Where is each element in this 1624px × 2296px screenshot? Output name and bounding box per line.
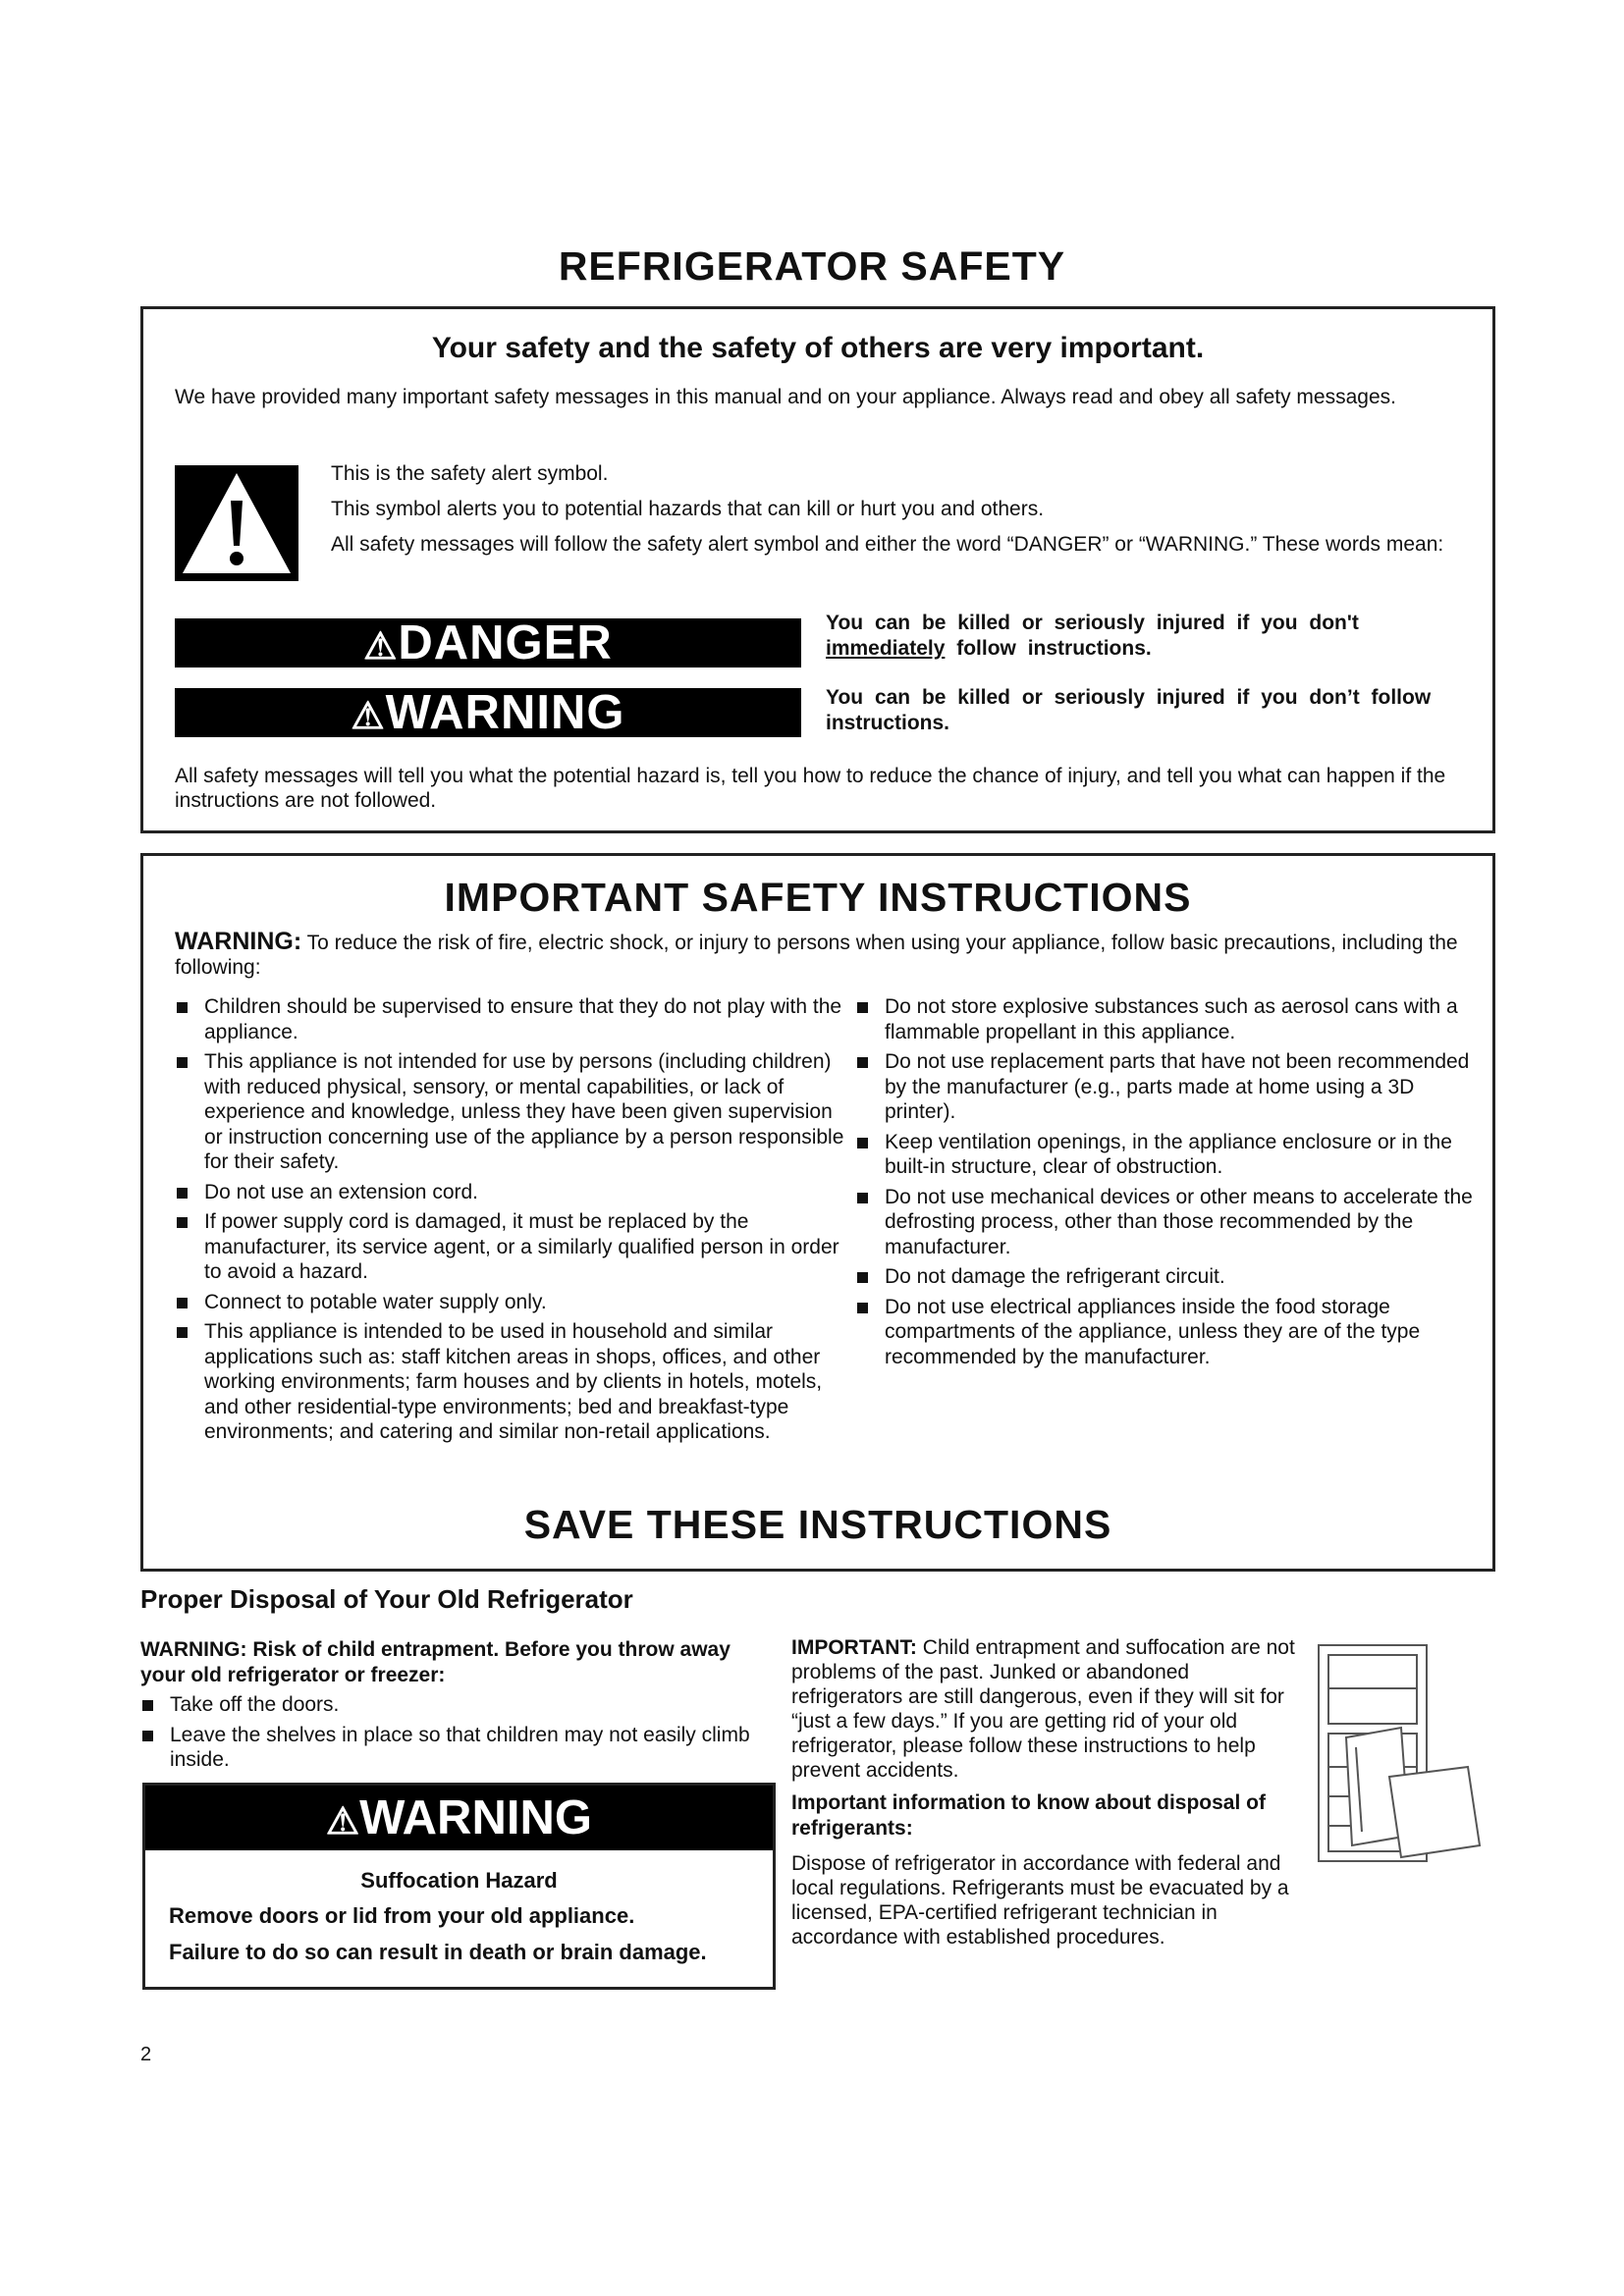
disposal-warning-intro: WARNING: Risk of child entrapment. Before you throw away your old refrigerator or freezer: [140,1638,731,1686]
suffocation-warning-bar [145,1786,773,1850]
important-label: IMPORTANT: [791,1636,917,1659]
safety-heading-wrap [140,332,1495,365]
page-title: REFRIGERATOR SAFETY [558,243,1066,289]
safety-heading: Your safety and the safety of others are very important. [431,332,1205,364]
instructions-heading: IMPORTANT SAFETY INSTRUCTIONS [444,875,1192,920]
warning-description: You can be killed or seriously injured if you don’t follow instructions. [826,686,1432,734]
list-item: Do not store explosive substances such as aerosol cans with a flammable propellant in this appliance. [855,994,1489,1044]
list-item: Do not use mechanical devices or other means to accelerate the defrosting process, other than those recommended by the manufacturer. [855,1185,1489,1260]
instructions-heading-wrap [140,875,1495,921]
danger-text-pre: You can be killed or seriously injured if you don't [826,612,1359,634]
page-number: 2 [140,2044,152,2065]
instructions-left-column [175,994,852,1450]
symbol-line-1: This is the safety alert symbol. [331,462,609,485]
suffocation-hazard-title: Suffocation Hazard [360,1868,558,1893]
symbol-line-2: This symbol alerts you to potential hazards that can kill or hurt you and others. [331,498,1045,520]
danger-label: DANGER [398,616,613,669]
disposal-steps [140,1692,779,1778]
alert-triangle-icon: ⚠ [326,1801,360,1842]
suffocation-line-2: Failure to do so can result in death or brain damage. [169,1940,707,1964]
suffocation-warning-box [142,1783,776,1990]
suffocation-line-1: Remove doors or lid from your old appliance. [169,1903,635,1928]
disposal-heading: Proper Disposal of Your Old Refrigerator [140,1584,633,1614]
list-item: This appliance is not intended for use by persons (including children) with reduced physical, sensory, or mental capabilities, or lack of experience and knowledge, unless they have been given supervision or instruction concerning use of the appliance by a person responsible for their safety. [175,1049,852,1175]
list-item: If power supply cord is damaged, it must be replaced by the manufacturer, its service agent, or a similarly qualified person in order to avoid a hazard. [175,1209,852,1285]
important-paragraph [791,1635,1302,1783]
danger-text-underlined: immediately [826,637,946,660]
alert-triangle-icon: ⚠ [363,626,399,667]
instructions-warning-label: WARNING: [175,928,302,955]
list-item: Take off the doors. [140,1692,779,1718]
list-item: Leave the shelves in place so that children may not easily climb inside. [140,1723,779,1773]
safety-alert-triangle-icon [175,465,298,581]
alert-triangle-icon: ⚠ [351,696,386,737]
warning-signal-bar [175,688,801,737]
list-item: Do not use an extension cord. [175,1180,852,1205]
safety-footer: All safety messages will tell you what the potential hazard is, tell you how to reduce the chance of injury, and tell you what can happen if the instructions are not followed. [175,765,1446,812]
list-item: Do not use replacement parts that have not been recommended by the manufacturer (e.g., parts made at home using a 3D printer). [855,1049,1489,1125]
instructions-warning-text: To reduce the risk of fire, electric shock, or injury to persons when using your appliance, follow basic precautions, including the following: [175,932,1458,979]
instructions-warning [175,930,1490,980]
list-item: Children should be supervised to ensure that they do not play with the appliance. [175,994,852,1044]
refrigerant-heading: Important information to know about disposal of refrigerants: [791,1791,1266,1840]
warning-label: WARNING [385,686,625,739]
danger-signal-bar [175,618,801,667]
save-heading-wrap [140,1502,1495,1548]
instructions-right-column [855,994,1489,1374]
list-item: Keep ventilation openings, in the appliance enclosure or in the built-in structure, clear of obstruction. [855,1130,1489,1180]
list-item: Connect to potable water supply only. [175,1290,852,1315]
save-instructions-heading: SAVE THESE INSTRUCTIONS [523,1502,1112,1547]
list-item: Do not damage the refrigerant circuit. [855,1264,1489,1290]
safety-intro: We have provided many important safety messages in this manual and on your appliance. Always read and obey all safety messages. [175,386,1396,408]
symbol-line-3: All safety messages will follow the safety alert symbol and either the word “DANGER” or “WARNING.” These words mean: [331,533,1444,556]
danger-description [826,611,1493,662]
list-item: Do not use electrical appliances inside the food storage compartments of the appliance, unless they are of the type recommended by the manufacturer. [855,1295,1489,1370]
refrigerator-doors-removed-icon [1311,1639,1488,1875]
list-item: This appliance is intended to be used in household and similar applications such as: staff kitchen areas in shops, offices, and other working environments; farm houses and by clients in hotels, motels, and other residential-type environments; bed and breakfast-type environments; and catering and similar non-retail applications. [175,1319,852,1445]
important-text: Child entrapment and suffocation are not problems of the past. Junked or abandoned refrigerators are still dangerous, even if they will sit for “just a few days.” If you are getting rid of your old refrigerator, please follow these instructions to help prevent accidents. [791,1636,1295,1782]
suffocation-warning-label: WARNING [359,1791,592,1844]
refrigerant-text: Dispose of refrigerator in accordance with federal and local regulations. Refrigerants must be evacuated by a licensed, EPA-certified refrigerant technician in accordance with established procedures. [791,1852,1289,1949]
danger-text-post: follow instructions. [956,637,1152,660]
